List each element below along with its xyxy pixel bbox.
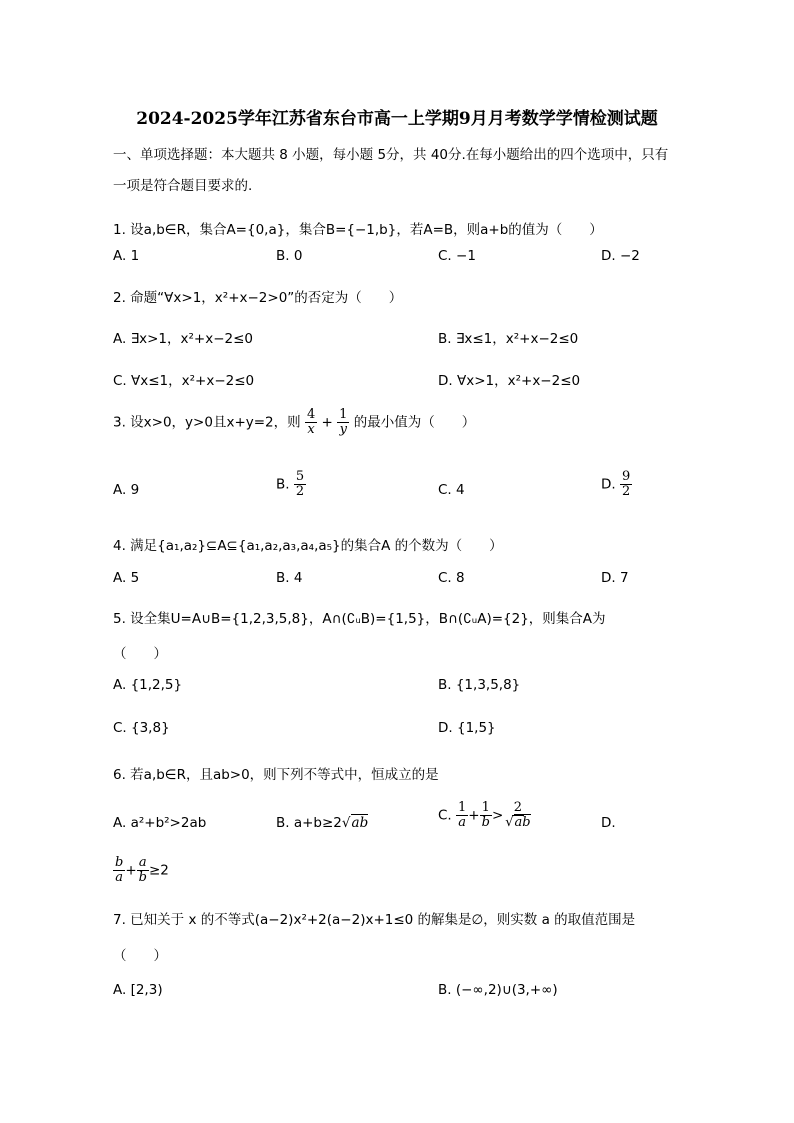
q5-stem: 5. 设全集U=A∪B={1,2,3,5,8}，A∩(∁ᵤB)={1,5}，B∩(∁ᵤA)={2}，则集合A为 bbox=[113, 611, 606, 627]
q4-option-a: A. 5 bbox=[113, 570, 140, 586]
q4-option-c: C. 8 bbox=[438, 570, 465, 586]
q3-plus: + bbox=[321, 414, 333, 431]
section-instructions-line2: 一项是符合题目要求的. bbox=[113, 178, 253, 194]
q3-option-b-fraction: $\frac{5}{2}$ bbox=[295, 469, 305, 499]
q4-stem: 4. 满足{a₁,a₂}⊆A⊆{a₁,a₂,a₃,a₄,a₅}的集合A 的个数为（ ） bbox=[113, 538, 503, 554]
q3-stem-end: 的最小值为（ ） bbox=[353, 414, 476, 431]
q3-option-b: B. $\frac{5}{2}$ bbox=[276, 469, 305, 499]
q1-option-c: C. −1 bbox=[438, 248, 476, 264]
q1-option-a: A. 1 bbox=[113, 248, 140, 264]
q2-option-d: D. ∀x>1，x²+x−2≤0 bbox=[438, 373, 581, 389]
q5-paren: （ ） bbox=[113, 646, 167, 662]
q6-c-frac1: $\frac{1}{a}$ bbox=[458, 800, 467, 830]
q4-option-b: B. 4 bbox=[276, 570, 303, 586]
q2-option-c: C. ∀x≤1，x²+x−2≤0 bbox=[113, 373, 255, 389]
q6-d-frac2: $\frac{a}{b}$ bbox=[138, 855, 147, 885]
q1-option-b: B. 0 bbox=[276, 248, 303, 264]
q5-option-a: A. {1,2,5} bbox=[113, 677, 183, 693]
q3-stem-start: 3. 设x>0，y>0且x+y=2，则 bbox=[113, 414, 301, 431]
q7-paren: （ ） bbox=[113, 948, 167, 964]
q7-option-b: B. (−∞,2)∪(3,+∞) bbox=[438, 982, 558, 998]
q3-fraction-4-over-x: $\frac{4}{x}$ bbox=[306, 407, 316, 437]
q6-option-c: C. $\frac{1}{a}$ + $\frac{1}{b}$ > $\frac{2}{√ab}$ bbox=[438, 800, 531, 830]
q3-option-d-fraction: $\frac{9}{2}$ bbox=[621, 469, 631, 499]
q3-option-c: C. 4 bbox=[438, 482, 465, 498]
q5-option-d: D. {1,5} bbox=[438, 720, 496, 736]
q1-stem: 1. 设a,b∈R，集合A={0,a}，集合B={−1,b}，若A=B，则a+b的值为（ ） bbox=[113, 222, 603, 238]
q7-option-a: A. [2,3) bbox=[113, 982, 163, 998]
q1-option-d: D. −2 bbox=[601, 248, 640, 264]
q6-c-frac3: $\frac{2}{√ab}$ bbox=[505, 800, 531, 830]
page-title: 2024-2025学年江苏省东台市高一上学期9月月考数学学情检测试题 bbox=[136, 109, 658, 129]
q6-option-d-expression: $\frac{b}{a}$ + $\frac{a}{b}$ ≥2 bbox=[115, 855, 169, 885]
sqrt-icon: √ bbox=[341, 815, 351, 831]
q5-option-b: B. {1,3,5,8} bbox=[438, 677, 521, 693]
q6-option-a: A. a²+b²>2ab bbox=[113, 815, 207, 831]
q4-option-d: D. 7 bbox=[601, 570, 629, 586]
q6-stem: 6. 若a,b∈R，且ab>0，则下列不等式中，恒成立的是 bbox=[113, 767, 439, 783]
q6-d-frac1: $\frac{b}{a}$ bbox=[115, 855, 124, 885]
q3-option-d: D. $\frac{9}{2}$ bbox=[601, 469, 631, 499]
q3-fraction-1-over-y: $\frac{1}{y}$ bbox=[339, 407, 348, 437]
q3-stem bbox=[113, 408, 475, 437]
q2-option-b: B. ∃x≤1，x²+x−2≤0 bbox=[438, 331, 579, 347]
q3-option-a: A. 9 bbox=[113, 482, 140, 498]
q5-option-c: C. {3,8} bbox=[113, 720, 170, 736]
q6-option-b: B. a+b≥2√ab bbox=[276, 815, 369, 831]
q2-option-a: A. ∃x>1，x²+x−2≤0 bbox=[113, 331, 254, 347]
sqrt-icon: √ bbox=[505, 815, 514, 830]
q6-option-d-label: D. bbox=[601, 815, 616, 831]
section-instructions-line1: 一、单项选择题：本大题共 8 小题，每小题 5分，共 40分.在每小题给出的四个选项中，只有 bbox=[113, 147, 669, 163]
q7-stem: 7. 已知关于 x 的不等式(a−2)x²+2(a−2)x+1≤0 的解集是∅，则实数 a 的取值范围是 bbox=[113, 912, 636, 928]
q6-c-frac2: $\frac{1}{b}$ bbox=[481, 800, 490, 830]
q2-stem: 2. 命题“∀x>1，x²+x−2>0”的否定为（ ） bbox=[113, 290, 403, 306]
